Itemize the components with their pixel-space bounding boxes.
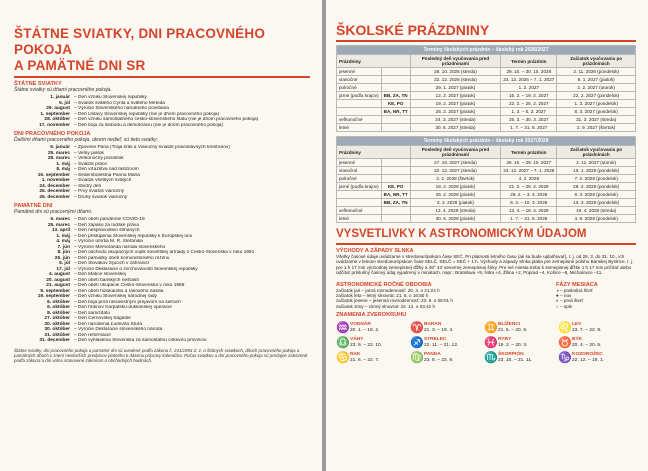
zodiac-label: RYBY (498, 337, 512, 343)
holiday-date: 4. august (48, 272, 70, 277)
table-cell (337, 108, 382, 116)
holiday-name: – Deň vyhlásenia Slovenska za samostatnú cirkevnú provinciu (74, 338, 207, 343)
holiday-row (14, 123, 310, 129)
holiday-date: 9. september (40, 288, 70, 294)
zodiac-name (572, 337, 601, 348)
zodiac-icon: ♑ (558, 352, 572, 365)
holiday-date: 25. marec (47, 150, 70, 156)
holiday-date: 25. december (39, 189, 70, 194)
holiday-date: 31. október (44, 332, 70, 338)
holiday-date: 31. december (39, 338, 70, 343)
table-row (337, 100, 636, 108)
zodiac-icon: ♊ (484, 322, 498, 335)
zodiac-label: RAK (350, 352, 361, 358)
table-cell: 4. 2. 2028 (501, 175, 557, 183)
holiday-date: 1. september (40, 111, 70, 117)
table-cell (337, 199, 382, 207)
column-header: Začiatok vyučovania po prázdninách (557, 146, 636, 159)
table-cell: BB, ZA, TN (381, 92, 410, 100)
holiday-date: 21. august (46, 283, 70, 288)
holiday-date: 24. december (39, 183, 70, 189)
column-header: Prázdniny (337, 55, 411, 68)
table-row (337, 68, 636, 76)
zodiac-range: 23. 7. – 22. 8. (572, 327, 602, 333)
zodiac-icon: ♍ (410, 352, 424, 365)
table-cell: polročné (337, 84, 382, 92)
zodiac-item (336, 335, 410, 350)
table-cell: 19. 2. 2027 (piatok) (410, 100, 501, 108)
holiday-date: 30. október (44, 327, 70, 332)
holiday-name: – Sviatok svätého Cyrila a svätého Metoda (74, 100, 165, 106)
holiday-date: 20. august (46, 277, 70, 283)
zodiac-icon: ♓ (484, 337, 498, 350)
holiday-date: 6. marec (50, 217, 70, 222)
table-cell: 22. 12. 2026 (streda) (410, 76, 501, 84)
holiday-name: – Výročie Slovenského národného povstania (74, 106, 169, 111)
table-row (337, 124, 636, 132)
zodiac-label: PANNA (424, 352, 441, 358)
table-cell (381, 167, 410, 175)
holiday-name: – Deň zápasu za ľudské práva (74, 222, 139, 228)
zodiac-name (498, 337, 527, 348)
table-cell (381, 207, 410, 215)
holiday-date: 28. október (44, 117, 70, 122)
table-cell: 13. 3. 2028 (pondelok) (557, 199, 636, 207)
table-cell: 8. 3. 2027 (pondelok) (557, 108, 636, 116)
zodiac-label: BLÍŽENCI (498, 322, 521, 328)
holiday-date: 17. november (39, 122, 70, 128)
table-row (337, 76, 636, 84)
holiday-name: – Deň odchodu okupačných vojsk sovietskej armády z Česko-Slovenska v roku 1991 (74, 250, 255, 255)
holiday-date: 30. október (44, 321, 70, 327)
holiday-date: 7. jún (57, 244, 70, 250)
table-cell: 30. 6. 2027 (streda) (410, 124, 501, 132)
title-rule (336, 243, 636, 245)
holiday-name: – Deň vzniku Slovenskej národnej rady (74, 294, 157, 299)
seasons-title: ASTRONOMICKÉ ROČNÉ OBDOBIA (336, 281, 432, 288)
zodiac-icon: ♌ (558, 322, 572, 335)
zodiac-item (336, 320, 410, 335)
holiday-name: – Veľký piatok (74, 150, 104, 156)
table-cell (381, 116, 410, 124)
holiday-date: 27. október (44, 316, 70, 321)
column-header: Posledný deň vyučovania pred prázdninami (410, 146, 501, 159)
table-cell (381, 76, 410, 84)
table-cell: 22. 2. 2027 (pondelok) (557, 92, 636, 100)
column-header: Termín prázdnin (501, 55, 557, 68)
holiday-date: 26. december (39, 194, 70, 200)
holiday-date: 5. júl (59, 261, 70, 266)
table-cell (381, 84, 410, 92)
table-cell: 15. 2. – 19. 2. 2027 (501, 92, 557, 100)
zodiac-label: VODNÁR (350, 322, 371, 328)
table-row (337, 92, 636, 100)
table-row (337, 84, 636, 92)
holiday-name: – Prvý sviatok vianočný (74, 189, 125, 194)
table-cell: 2. 2. 2027 (utorok) (557, 84, 636, 92)
holiday-date: 6. október (47, 299, 70, 305)
zodiac-range: 21. 5. – 20. 6. (498, 327, 528, 333)
table-cell: 31. 3. 2027 (streda) (557, 116, 636, 124)
zodiac-grid (336, 320, 636, 365)
table-row (337, 159, 636, 167)
table-row (337, 183, 636, 191)
zodiac-label: KOZOROŽEC (572, 352, 603, 358)
table-cell (381, 175, 410, 183)
section-title: PAMÄTNÉ DNI (14, 203, 53, 209)
zodiac-label: ŠKORPIÓN (498, 352, 524, 358)
table-cell: 24. 3. 2027 (streda) (410, 116, 501, 124)
holiday-sections (14, 81, 310, 344)
zodiac-range: 22. 11. – 21. 12. (424, 342, 459, 348)
holiday-date: 17. júl (56, 266, 70, 272)
section-title: ŠTÁTNE SVIATKY (14, 81, 62, 87)
holiday-name: – Deň reformácie (74, 332, 111, 338)
table-cell: 3. 2. 2028 (štvrtok) (410, 175, 501, 183)
holiday-date: 15. september (37, 172, 70, 178)
zodiac-label: STRELEC (424, 337, 447, 343)
table-cell: BB, ZA, TN (381, 199, 410, 207)
zodiac-name (572, 322, 601, 333)
holiday-name: – Deň obetí pandémie COVID-19 (74, 217, 145, 222)
zodiac-icon: ♏ (484, 352, 498, 365)
table-cell: jarné (podľa krajov) (337, 183, 382, 191)
table-cell: KE, PO (381, 100, 410, 108)
season-item: začiatok leta – letný slnovrat: 21. 6. o 16:50 h (336, 293, 429, 299)
holiday-tables (336, 45, 636, 223)
table-head: Termíny školských prázdnin – školský rok 2026/2027 (337, 46, 636, 55)
astro-section (336, 228, 636, 365)
table-cell: 1. 7. – 31. 8. 2028 (501, 215, 557, 223)
holiday-date: 6. január (50, 145, 70, 150)
holiday-name: – Deň vzniku Slovenskej republiky (74, 95, 147, 100)
table-cell: 6. 3. – 10. 3. 2028 (501, 199, 557, 207)
table-cell: 12. 2. 2027 (piatok) (410, 92, 501, 100)
table-cell: jesenné (337, 68, 382, 76)
table-cell: letné (337, 215, 382, 223)
zodiac-icon: ♐ (410, 337, 424, 350)
moon-phase-icon: ◑ (556, 287, 561, 293)
phase-label: – spln (560, 303, 573, 309)
holiday-name: – Sviatok všetkých svätých (74, 178, 132, 183)
column-header-row (337, 55, 636, 68)
holiday-date: 6. október (47, 305, 70, 310)
table-cell: vianočné (337, 76, 382, 84)
zodiac-name (498, 322, 527, 333)
holiday-date: 25. marec (47, 222, 70, 228)
holiday-name: – Deň Matice slovenskej (74, 272, 126, 277)
seasons-list (336, 288, 556, 310)
table-cell: 22. 2. – 26. 2. 2027 (501, 100, 557, 108)
table-cell: 23. 12. 2026 – 7. 1. 2027 (501, 76, 557, 84)
table-cell: 26. 2. 2027 (piatok) (410, 108, 501, 116)
holiday-name: – Výročie Deklarácie o zvrchovanosti Slovenskej republiky (74, 266, 198, 272)
table-row (337, 215, 636, 223)
holiday-name: – Deň obetí holokaustu a rasového násilia (74, 288, 164, 294)
zodiac-range: 22. 12. – 19. 1. (572, 357, 605, 363)
zodiac-name (424, 322, 453, 333)
zodiac-range: 23. 10. – 21. 11. (498, 357, 533, 363)
title-rule (336, 40, 636, 42)
zodiac-label: BARAN (424, 322, 442, 328)
zodiac-icon: ♒ (336, 322, 350, 335)
table-cell: KE, PO (381, 183, 410, 191)
holiday-date: 29. august (46, 106, 70, 111)
zodiac-name (350, 337, 382, 348)
column-header: Začiatok vyučovania po prázdninách (557, 55, 636, 68)
holiday-name: – Deň samizdatu (74, 310, 110, 316)
table-cell: 4. 9. 2028 (pondelok) (557, 215, 636, 223)
table-cell: veľkonočné (337, 207, 382, 215)
left-page (0, 0, 322, 471)
holiday-name: – Výročie Memoranda národa slovenského (74, 244, 166, 250)
column-header-row (337, 146, 636, 159)
table-cell: 2. 9. 2027 (štvrtok) (557, 124, 636, 132)
section-note: Pamätné dni sú pracovnými dňami. (14, 209, 93, 215)
astro-title: VYSVETLIVKY K ASTRONOMICKÝM ÚDAJOM (336, 228, 587, 240)
holiday-date: 4. máj (56, 239, 70, 244)
holiday-date: 25. jún (54, 255, 70, 261)
table-cell: jesenné (337, 159, 382, 167)
holiday-date: 1. január (50, 95, 70, 100)
school-holidays-title: ŠKOLSKÉ PRÁZDNINY (336, 22, 490, 38)
section-note: Štátne sviatky sú dňami pracovného pokoja. (14, 87, 112, 93)
holiday-row (14, 195, 310, 201)
zodiac-range: 23. 8. – 22. 9. (424, 357, 454, 363)
page-title: ŠTÁTNE SVIATKY, DNI PRACOVNÉHO POKOJA A PAMÄTNÉ DNI SR (14, 26, 266, 73)
zodiac-range: 21. 3. – 19. 4. (424, 327, 454, 333)
table-cell: jarné (podľa krajov) (337, 92, 382, 100)
zodiac-item (558, 350, 632, 365)
holiday-name: – Deň obetí banských nešťastí (74, 277, 139, 283)
phases-list (556, 288, 636, 310)
zodiac-range: 20. 1. – 18. 2. (350, 327, 380, 333)
holiday-date: 13. apríl (51, 228, 70, 233)
holiday-date: 1. máj (56, 161, 70, 167)
zodiac-name (424, 352, 453, 363)
zodiac-label: BÝK (572, 337, 583, 343)
zodiac-name (424, 337, 458, 348)
phase-item (556, 304, 636, 309)
holiday-table (336, 45, 636, 132)
zodiac-range: 23. 9. – 22. 10. (350, 342, 383, 348)
table-cell: 28. 2. 2028 (pondelok) (557, 183, 636, 191)
holiday-name: – Deň boja za slobodu a demokraciu (nie je dňom pracovného pokoja) (74, 122, 224, 128)
title-rule (14, 76, 310, 78)
holiday-name: – Deň Slovákov žijúcich v zahraničí (74, 261, 150, 266)
table-cell: 10. 1. 2028 (pondelok) (557, 167, 636, 175)
table-row (337, 207, 636, 215)
holiday-date: 1. máj (56, 233, 70, 239)
zodiac-item (484, 335, 558, 350)
zodiac-name (350, 322, 379, 333)
holiday-table (336, 136, 636, 223)
season-item: začiatok jari – jarná rovnodennosť: 20. 3. o 21:24 h (336, 287, 440, 293)
holiday-date: 19. september (37, 294, 70, 299)
table-cell: 29. 1. 2027 (piatok) (410, 84, 501, 92)
holiday-name: – Druhý sviatok vianočný (74, 194, 128, 200)
section-note: Ďalšími dňami pracovného pokoja, okrem nedieľ, sú tieto sviatky: (14, 137, 158, 143)
zodiac-range: 19. 2. – 20. 3. (498, 342, 528, 348)
table-cell: 18. 2. 2028 (piatok) (410, 183, 501, 191)
table-cell: 25. 3. – 30. 3. 2027 (501, 116, 557, 124)
table-cell: 30. 6. 2028 (piatok) (410, 215, 501, 223)
zodiac-range: 20. 4. – 20. 5. (572, 342, 602, 348)
zodiac-icon: ♎ (336, 337, 350, 350)
table-cell: veľkonočné (337, 116, 382, 124)
holiday-name: – Zjavenie Pána (Traja králi a Vianočný sviatok pravoslávnych kresťanov) (74, 145, 230, 150)
table-cell: 25. 2. 2028 (piatok) (410, 191, 501, 199)
zodiac-item (484, 320, 558, 335)
zodiac-item (410, 335, 484, 350)
table-cell: 13. 4. – 18. 4. 2028 (501, 207, 557, 215)
zodiac-item (484, 350, 558, 365)
table-cell: 28. 10. – 29. 10. 2027 (501, 159, 557, 167)
table-cell (337, 100, 382, 108)
holiday-name: – Veľkonočný pondelok (74, 156, 124, 161)
table-cell (381, 215, 410, 223)
table-cell: 1. 3. 2027 (pondelok) (557, 100, 636, 108)
table-cell: 1. 2. 2027 (501, 84, 557, 92)
holiday-name: – Deň víťazstva nad fašizmom (74, 167, 139, 172)
holiday-name: – Deň Černovskej tragédie (74, 316, 131, 321)
holiday-name: – Deň hrdinov Karpatsko-duklianskej operácie (74, 305, 172, 310)
holiday-name: – Deň pristúpenia Slovenskej republiky k Európskej únii (74, 233, 192, 239)
column-header: Prázdniny (337, 146, 411, 159)
holiday-name: – Deň vzniku samostatného česko-slovenského štátu (nie je dňom pracovného pokoja) (74, 117, 259, 122)
table-cell: 29. 10. – 30. 10. 2026 (501, 68, 557, 76)
zodiac-name (572, 352, 604, 363)
holiday-date: 5. júl (59, 100, 70, 106)
table-cell: 7. 2. 2028 (pondelok) (557, 175, 636, 183)
table-cell: 1. 3. – 5. 3. 2027 (501, 108, 557, 116)
table-cell: letné (337, 124, 382, 132)
zodiac-name (350, 352, 379, 363)
table-cell: 1. 7. – 31. 8. 2027 (501, 124, 557, 132)
table-cell: 12. 4. 2028 (streda) (410, 207, 501, 215)
holiday-date: 8. máj (56, 167, 70, 172)
zodiac-icon: ♈ (410, 322, 424, 335)
table-cell: 2. 11. 2027 (utorok) (557, 159, 636, 167)
table-cell (337, 191, 382, 199)
column-header: Posledný deň vyučovania pred prázdninami (410, 55, 501, 68)
zodiac-label: LEV (572, 322, 582, 328)
holiday-name: – Štedrý deň (74, 183, 102, 189)
holiday-name: – Deň nespravodlivo stíhaných (74, 228, 140, 233)
holiday-name: – Deň boja proti nenávistným prejavom na sieťach (74, 299, 181, 305)
table-cell (381, 124, 410, 132)
holiday-name: – Výročie Deklarácie slovenského národa (74, 327, 163, 332)
zodiac-item (410, 320, 484, 335)
table-cell: 6. 3. 2028 (pondelok) (557, 191, 636, 199)
table-cell: 21. 2. – 25. 2. 2028 (501, 183, 557, 191)
holiday-date: 28. marec (47, 156, 70, 161)
holiday-name: – Sedembolestná Panna Mária (74, 172, 140, 178)
zodiac-title: ZNAMENIA ZVEROKRUHU (336, 312, 407, 319)
table-row (337, 199, 636, 207)
phases-title: FÁZY MESIACA (556, 281, 598, 288)
table-cell (381, 159, 410, 167)
zodiac-item (410, 350, 484, 365)
table-cell: BA, NR, TT (381, 108, 410, 116)
holiday-name: – Deň narodenia Ľudovíta Štúra (74, 321, 143, 327)
table-cell: polročné (337, 175, 382, 183)
table-cell: 27. 10. 2027 (streda) (410, 159, 501, 167)
right-page (326, 0, 648, 471)
table-head-row (337, 46, 636, 55)
holiday-name: – Sviatok práce (74, 161, 108, 167)
table-cell: 22. 12. 2027 (streda) (410, 167, 501, 175)
moon-phase-icon: ◐ (556, 298, 561, 304)
table-row (337, 175, 636, 183)
table-cell: 28. 10. 2026 (streda) (410, 68, 501, 76)
phase-label: – nov (560, 293, 572, 299)
table-row (337, 191, 636, 199)
table-cell: 2. 11. 2026 (pondelok) (557, 68, 636, 76)
holiday-name: – Deň Ústavy Slovenskej republiky (nie je dňom pracovného pokoja) (74, 111, 220, 117)
moon-phase-icon: ○ (556, 303, 561, 309)
holiday-row (14, 338, 310, 344)
table-row (337, 167, 636, 175)
holiday-name: – Deň obetí okupácie Česko-Slovenska v roku 1968 (74, 283, 185, 288)
zodiac-icon: ♋ (336, 352, 350, 365)
table-head: Termíny školských prázdnin – školský rok 2027/2028 (337, 137, 636, 146)
footnote: Štátne sviatky, dni pracovného pokoja a pamätné dni sú uvedené podľa zákona č. 241/1993 Z. z. o štátnych sviatkoch, dňoch pracovného pokoja a pamätných dňoch v znení neskorších predpisov platného k dátumu prípravy kalendára. Počas sviatkov a dní pracovného pokoja sú predajne zatvorené podľa zákona a dni volna stanovené zákonom o obchodných hodinách. (14, 347, 308, 363)
table-cell: vianočné (337, 167, 382, 175)
table-cell: 28. 2. – 3. 3. 2028 (501, 191, 557, 199)
sun-title: VÝCHODY A ZÁPADY SLNKA (336, 248, 414, 254)
table-cell: 19. 4. 2028 (streda) (557, 207, 636, 215)
holiday-name: – Deň pamiatky obetí komunistického režimu (74, 255, 170, 261)
table-cell: BA, NR, TT (381, 191, 410, 199)
zodiac-label: VÁHY (350, 337, 364, 343)
table-head-row (337, 137, 636, 146)
table-cell: 8. 1. 2027 (piatok) (557, 76, 636, 84)
zodiac-item (336, 350, 410, 365)
phase-label: – prvá štvrť (560, 298, 584, 304)
season-item: začiatok zimy – zimný slnovrat: 22. 12. o 03:42 h (336, 303, 436, 309)
table-cell: 23. 12. 2027 – 7. 1. 2028 (501, 167, 557, 175)
zodiac-name (498, 352, 532, 363)
table-cell (381, 68, 410, 76)
section-title: DNI PRACOVNÉHO POKOJA (14, 131, 91, 137)
column-header: Termín prázdnin (501, 146, 557, 159)
holiday-date: 1. november (41, 178, 70, 183)
table-cell: 3. 3. 2028 (piatok) (410, 199, 501, 207)
zodiac-item (558, 320, 632, 335)
phase-label: – posledná štvrť (560, 287, 593, 293)
season-item: začiatok jesene – jesenná rovnodennosť: 23. 9. o 08:01 h (336, 298, 453, 304)
table-row (337, 116, 636, 124)
sun-text: Všetky časové údaje uvádzame v stredoeurópskom čase SEČ. Pri platnosti letného času (ak sa bude uplatňovať), t. j. od 28. 3. do 31. 10., ich uvádzame v letnom stredoeurópskom čase SELČ. SELČ = SEČ + 1 h. Východy a západy Slnka platia pre zemepisné polohu Banskej Bystrice, t. j. pre 1 h 17 min východnej zemepisnej dĺžky a 48° 43' severnej zemepisnej šírky. Pre iné miesta treba k zemepisnej dĺžke 1 h 17 min pričítať alebo odčítať príslušný časový údaj vyjadrený v minútach, napr.: Bratislava +9, Nitra +4, Žilina +2, Poprad –4, Košice –8, Michalovce –11. (336, 254, 634, 276)
moon-phase-icon: ● (556, 293, 561, 299)
zodiac-icon: ♉ (558, 337, 572, 350)
zodiac-item (558, 335, 632, 350)
holiday-date: 8. október (47, 310, 70, 316)
holiday-date: 8. jún (57, 250, 70, 255)
holiday-name: – Výročie úmrtia M. R. Štefánika (74, 239, 143, 244)
table-row (337, 108, 636, 116)
zodiac-range: 21. 6. – 22. 7. (350, 357, 380, 363)
